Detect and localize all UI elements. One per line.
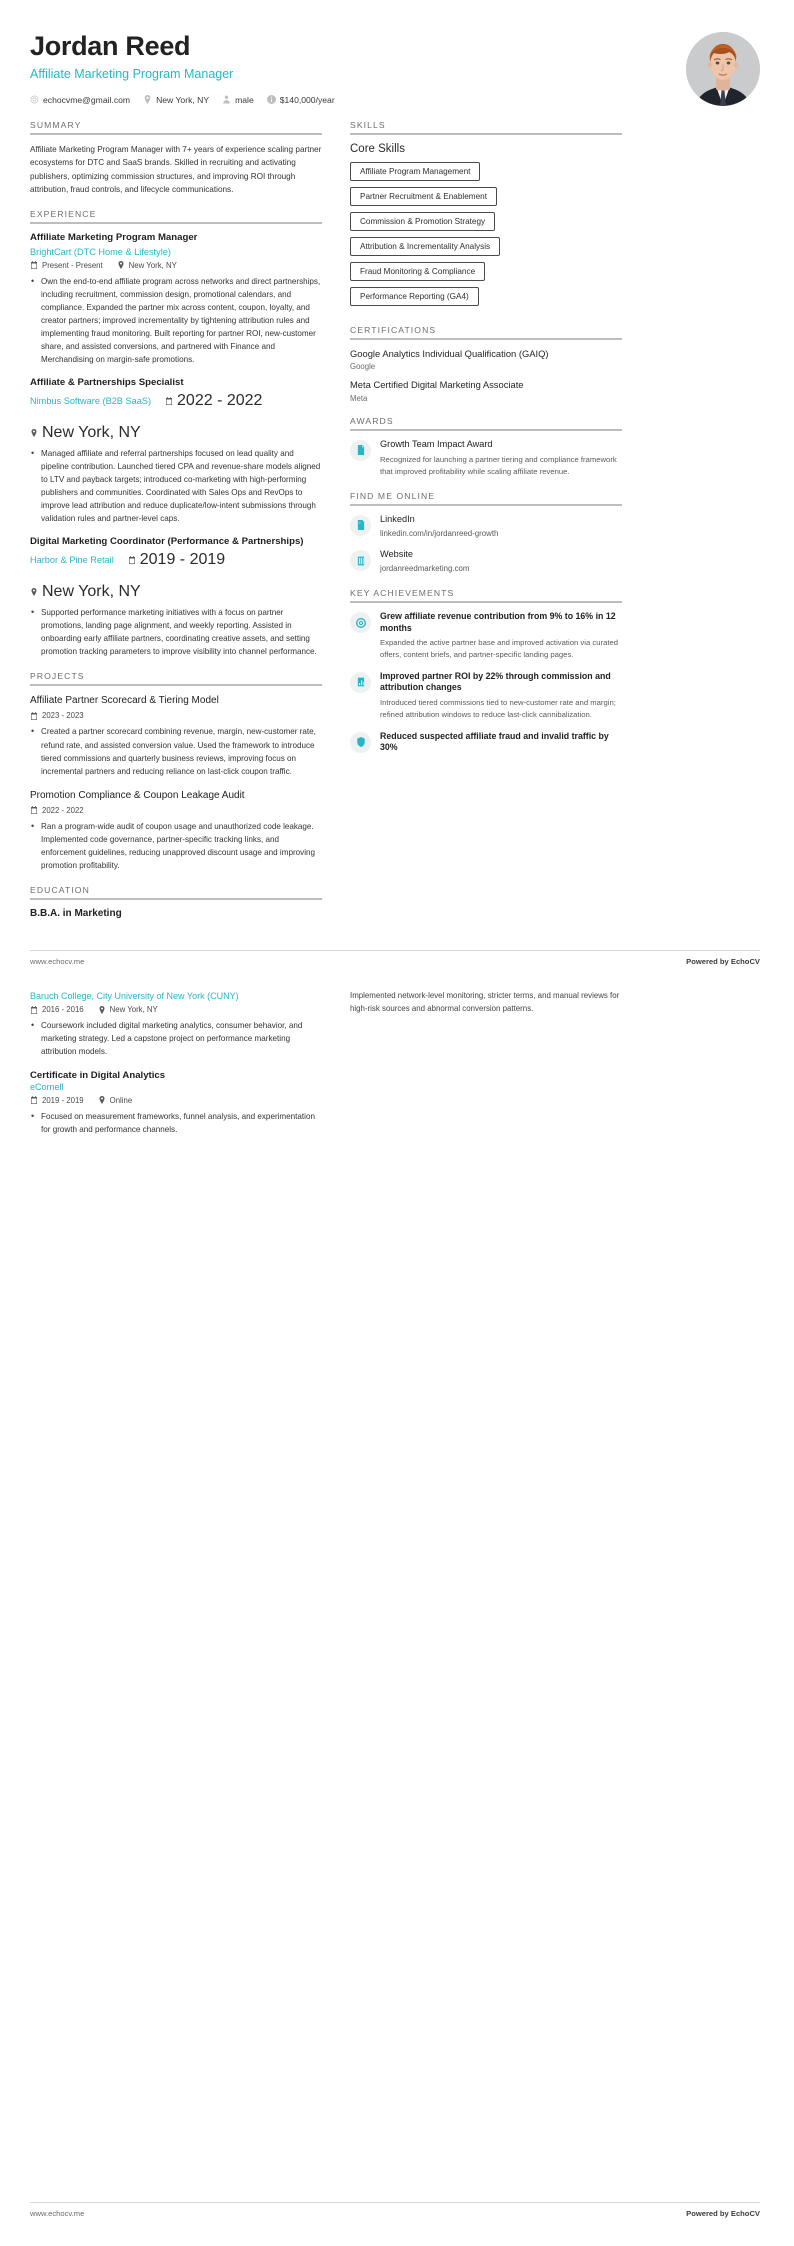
project-meta xyxy=(30,806,322,815)
education-entry xyxy=(30,1070,322,1136)
project-entry xyxy=(30,694,322,777)
linkedin-icon xyxy=(350,515,371,536)
skill-chip: Fraud Monitoring & Compliance xyxy=(350,262,485,281)
education-dates xyxy=(30,1005,84,1014)
summary-text: Affiliate Marketing Program Manager with 7+ years of experience scaling partner ecosystems for DTC and SaaS brands. Skilled in recruiting and activating publishers, optimizing commission structures, and improving ROI through attribution, fraud controls, and lifecycle communications. xyxy=(30,145,322,194)
link-body xyxy=(380,549,622,575)
header-job-title: Affiliate Marketing Program Manager xyxy=(30,66,234,81)
section-experience xyxy=(30,209,322,658)
link-label: Website xyxy=(380,549,414,560)
contact-salary-text: $140,000/year xyxy=(279,94,335,105)
achievement-item xyxy=(350,611,622,661)
experience-title: Affiliate & Partnerships Specialist xyxy=(30,377,184,389)
experience-entry xyxy=(30,536,322,658)
award-body xyxy=(380,439,622,478)
education-location xyxy=(98,1005,158,1014)
divider xyxy=(350,504,622,506)
project-dates-text: 2022 - 2022 xyxy=(42,805,84,815)
project-title: Promotion Compliance & Coupon Leakage Audit xyxy=(30,789,245,801)
resume-header xyxy=(0,0,794,106)
divider xyxy=(350,133,622,135)
link-body xyxy=(380,514,622,540)
location-pin-icon xyxy=(98,1006,106,1014)
section-skills xyxy=(350,120,622,312)
certification-issuer: Google xyxy=(350,362,376,372)
education-school: eCornell xyxy=(30,1081,64,1092)
certification-item xyxy=(350,348,622,371)
avatar xyxy=(686,32,760,106)
award-title: Growth Team Impact Award xyxy=(380,438,493,449)
education-dates-text: 2019 - 2019 xyxy=(42,1095,84,1105)
location-pin-icon xyxy=(98,1096,106,1104)
calendar-icon xyxy=(30,1096,38,1104)
contact-gender xyxy=(222,95,254,105)
education-degree: Certificate in Digital Analytics xyxy=(30,1069,166,1081)
section-find-me-online xyxy=(350,491,622,576)
page-footer-2 xyxy=(30,2202,760,2218)
footer-brand xyxy=(686,957,760,966)
link-value[interactable]: jordanreedmarketing.com xyxy=(380,564,470,574)
list-item: • Coursework included digital marketing analytics, consumer behavior, and marketing strategy. Led a capstone project on performance marketing attribution models. xyxy=(30,1019,322,1058)
resume-columns xyxy=(0,106,794,932)
education-meta xyxy=(30,1096,322,1105)
shield-icon xyxy=(350,732,371,753)
website-icon xyxy=(350,550,371,571)
divider xyxy=(30,898,322,900)
link-value[interactable]: linkedin.com/in/jordanreed-growth xyxy=(380,528,499,538)
experience-entry xyxy=(30,377,322,525)
certification-item xyxy=(350,379,622,402)
experience-title: Affiliate Marketing Program Manager xyxy=(30,232,198,244)
experience-location-text: New York, NY xyxy=(42,582,141,600)
experience-meta xyxy=(30,392,322,442)
footer-powered-brand: EchoCV xyxy=(730,957,760,967)
certification-name: Meta Certified Digital Marketing Associate xyxy=(350,379,524,391)
experience-bullets xyxy=(30,606,322,658)
experience-entry xyxy=(30,232,322,366)
experience-company: BrightCart (DTC Home & Lifestyle) xyxy=(30,246,171,257)
calendar-icon xyxy=(128,556,136,564)
section-title-projects: PROJECTS xyxy=(30,671,85,682)
section-title-awards: AWARDS xyxy=(350,415,394,426)
education-bullets xyxy=(30,1110,322,1136)
list-item: • Focused on measurement frameworks, funnel analysis, and experimentation for growth and performance channels. xyxy=(30,1110,322,1136)
achievement-description-continued: Implemented network-level monitoring, stricter terms, and manual reviews for high-risk sources and abnormal conversion patterns. xyxy=(350,991,620,1013)
achievement-body xyxy=(380,671,622,721)
contact-email-text: echocvme@gmail.com xyxy=(43,94,131,105)
link-item-linkedin[interactable] xyxy=(350,514,622,540)
achievement-item xyxy=(350,671,622,721)
project-meta xyxy=(30,711,322,720)
target-icon xyxy=(350,612,371,633)
project-dates-text: 2023 - 2023 xyxy=(42,711,84,721)
left-column-page2 xyxy=(30,990,322,1147)
location-pin-icon xyxy=(143,95,152,104)
experience-meta xyxy=(30,261,322,270)
section-title-find-me-online: FIND ME ONLINE xyxy=(350,490,436,501)
education-bullets xyxy=(30,1019,322,1058)
calendar-icon xyxy=(30,261,38,269)
right-column-page2 xyxy=(350,990,622,1015)
contact-email xyxy=(30,95,130,105)
experience-dates xyxy=(30,261,103,270)
divider xyxy=(350,429,622,431)
footer-powered-brand: EchoCV xyxy=(730,2209,760,2218)
achievement-title: Improved partner ROI by 22% through commission and attribution changes xyxy=(380,670,611,693)
achievement-body xyxy=(380,611,622,661)
calendar-icon xyxy=(165,397,173,405)
award-item xyxy=(350,439,622,478)
skill-chip: Attribution & Incrementality Analysis xyxy=(350,237,500,256)
skills-list xyxy=(350,162,622,312)
list-item: • Own the end-to-end affiliate program across networks and direct partnerships, including recruitment, commission design, promotional calendars, and compliance. Expanded the partner mix across content, coupon, loyalty, and creator partners; improved incrementality by tightening attribution rules and implementing fraud monitoring. Built reporting for partner ROI, new-customer share, and assisted conversions, and partnered with Finance and Merchandising on margin-safe promotions. xyxy=(30,275,322,367)
page-title: Jordan Reed xyxy=(30,31,191,61)
education-entry xyxy=(30,991,322,1058)
project-dates xyxy=(30,806,84,815)
experience-company: Harbor & Pine Retail xyxy=(30,554,114,565)
experience-location xyxy=(30,583,141,601)
section-title-key-achievements: KEY ACHIEVEMENTS xyxy=(350,588,455,599)
achievement-title: Reduced suspected affiliate fraud and invalid traffic by 30% xyxy=(380,730,609,753)
header-identity xyxy=(30,30,335,105)
contact-gender-text: male xyxy=(235,94,254,105)
project-bullets xyxy=(30,725,322,777)
education-school: Baruch College, City University of New York (CUNY) xyxy=(30,991,239,1002)
award-description: Recognized for launching a partner tiering and compliance framework that improved profitability while scaling affiliate revenue. xyxy=(380,454,617,476)
education-location-text: Online xyxy=(109,1095,133,1105)
achievement-body xyxy=(380,731,622,754)
contact-location xyxy=(143,95,209,105)
divider xyxy=(30,684,322,686)
document-icon xyxy=(350,440,371,461)
project-bullets xyxy=(30,820,322,872)
info-icon xyxy=(267,95,276,104)
education-meta xyxy=(30,1005,322,1014)
skill-chip: Performance Reporting (GA4) xyxy=(350,287,479,306)
experience-location xyxy=(117,261,177,270)
person-icon xyxy=(222,95,231,104)
section-title-summary: SUMMARY xyxy=(30,120,82,130)
chart-icon xyxy=(350,672,371,693)
experience-location xyxy=(30,424,141,442)
achievement-item xyxy=(350,731,622,754)
education-dates-text: 2016 - 2016 xyxy=(42,1005,84,1015)
list-item: • Ran a program-wide audit of coupon usage and unauthorized code leakage. Implemented code governance, partner-specific tracking links, and enforcement guidelines, reducing unapproved discount usage and improving promotion profitability. xyxy=(30,820,322,872)
calendar-icon xyxy=(30,1006,38,1014)
certification-issuer: Meta xyxy=(350,393,368,403)
experience-company: Nimbus Software (B2B SaaS) xyxy=(30,395,152,406)
education-dates xyxy=(30,1096,84,1105)
section-title-skills: SKILLS xyxy=(350,120,386,130)
project-title: Affiliate Partner Scorecard & Tiering Model xyxy=(30,695,219,707)
certification-name: Google Analytics Individual Qualification (GAIQ) xyxy=(350,348,549,359)
experience-title: Digital Marketing Coordinator (Performance & Partnerships) xyxy=(30,536,304,548)
list-item: • Managed affiliate and referral partnerships focused on lead quality and pipeline contribution. Launched tiered CPA and revenue-share models aligned to LTV and payback targets; introduced co-marketing with high-performing publishers and communities. Coordinated with Sales Ops and RevOps to improve lead attribution and reduce duplicate/low-intent submissions through validation rules and partner-level caps. xyxy=(30,447,322,526)
contact-location-text: New York, NY xyxy=(156,94,210,105)
email-icon xyxy=(30,95,39,104)
contact-salary xyxy=(267,95,335,105)
experience-dates-text: 2022 - 2022 xyxy=(177,391,263,409)
right-column xyxy=(350,120,622,767)
contact-row xyxy=(30,95,335,105)
link-label: LinkedIn xyxy=(380,513,415,524)
footer-powered-prefix: Powered by xyxy=(686,2209,731,2218)
experience-dates-text: Present - Present xyxy=(42,260,103,270)
location-pin-icon xyxy=(30,588,38,596)
experience-location-text: New York, NY xyxy=(128,260,177,270)
section-key-achievements xyxy=(350,588,622,753)
divider xyxy=(30,133,322,135)
divider xyxy=(350,601,622,603)
experience-dates-text: 2019 - 2019 xyxy=(139,550,226,568)
footer-site[interactable]: www.echocv.me xyxy=(30,2209,85,2218)
location-pin-icon xyxy=(30,429,38,437)
education-location-text: New York, NY xyxy=(109,1005,158,1015)
achievement-title: Grew affiliate revenue contribution from 9% to 16% in 12 months xyxy=(380,611,616,633)
list-item: • Created a partner scorecard combining revenue, margin, new-customer rate, refund rate, and assisted conversion value. Used the framework to introduce tiered commissions and quarterly business reviews, improving focus on incremental partners and reducing reliance on last-click coupon traffic. xyxy=(30,725,322,777)
section-title-education: EDUCATION xyxy=(30,885,90,896)
experience-dates xyxy=(165,392,262,410)
calendar-icon xyxy=(30,712,38,720)
section-projects xyxy=(30,671,322,872)
section-awards xyxy=(350,416,622,478)
list-item: • Supported performance marketing initiatives with a focus on partner promotions, landing page alignment, and weekly reporting. Assisted in onboarding early affiliate partners, coordinating creative assets, and setting promotion tracking parameters to improve visibility into channel performance. xyxy=(30,606,322,658)
education-location xyxy=(98,1096,133,1105)
skill-chip: Affiliate Program Management xyxy=(350,162,480,181)
section-title-experience: EXPERIENCE xyxy=(30,209,97,220)
footer-brand xyxy=(686,2209,760,2218)
footer-site[interactable]: www.echocv.me xyxy=(30,957,85,967)
left-column xyxy=(30,120,322,932)
education-degree: B.B.A. in Marketing xyxy=(30,908,122,920)
project-dates xyxy=(30,711,84,720)
skills-group-title: Core Skills xyxy=(350,143,405,155)
skill-chip: Commission & Promotion Strategy xyxy=(350,212,495,231)
section-certifications xyxy=(350,325,622,403)
section-title-certifications: CERTIFICATIONS xyxy=(350,325,437,335)
project-entry xyxy=(30,789,322,872)
section-summary xyxy=(30,120,322,196)
experience-bullets xyxy=(30,447,322,526)
divider xyxy=(350,338,622,340)
achievement-description: Expanded the active partner base and improved activation via curated offers, content briefs, and partner-specific landing pages. xyxy=(380,638,619,660)
experience-dates xyxy=(128,551,225,569)
experience-location-text: New York, NY xyxy=(42,423,141,441)
link-item-website[interactable] xyxy=(350,549,622,575)
footer-powered-prefix: Powered by xyxy=(686,957,731,967)
section-education xyxy=(30,885,322,919)
calendar-icon xyxy=(30,806,38,814)
experience-bullets xyxy=(30,275,322,367)
page-footer xyxy=(30,950,760,966)
skill-chip: Partner Recruitment & Enablement xyxy=(350,187,497,206)
experience-meta xyxy=(30,551,322,601)
achievement-description: Introduced tiered commissions tied to new-customer rate and margin; refined attribution windows to reduce last-click cannibalization. xyxy=(380,697,616,719)
resume-columns-page2 xyxy=(0,966,794,1147)
location-pin-icon xyxy=(117,261,125,269)
divider xyxy=(30,222,322,224)
